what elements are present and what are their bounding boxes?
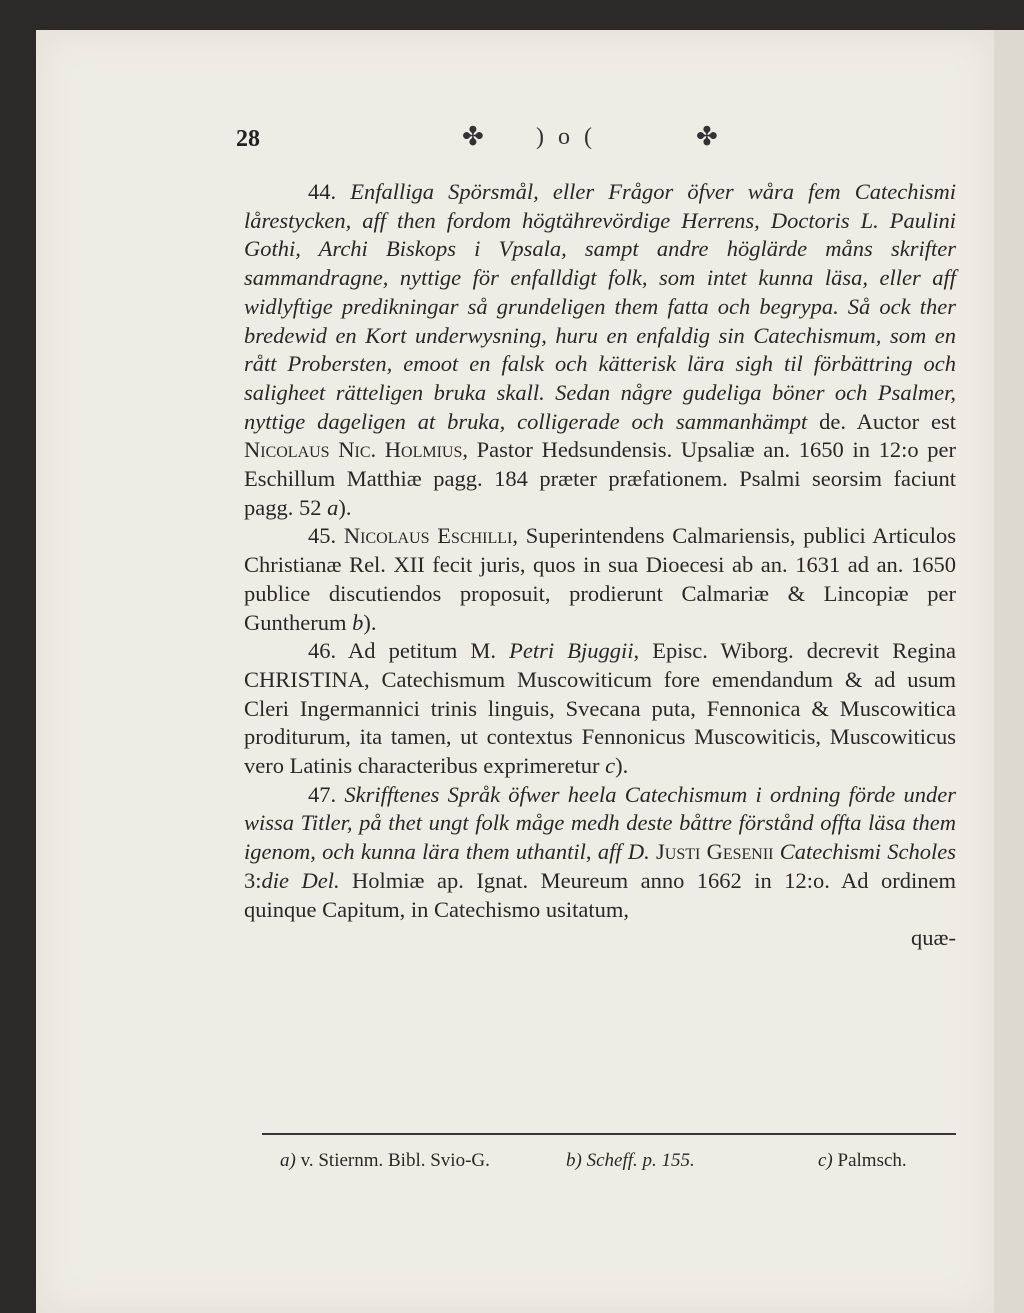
text-segment: ). <box>363 609 377 635</box>
paragraph-46 <box>244 637 956 781</box>
footnotes <box>280 1150 956 1176</box>
footnote-c <box>818 1150 907 1172</box>
text-segment: 3: <box>244 867 262 893</box>
text-segment: ). <box>338 494 352 520</box>
page-edge <box>994 30 1024 1313</box>
footnote-b <box>566 1150 695 1172</box>
text-segment: Holmiæ ap. Ignat. Meureum anno 1662 in 12:o. Ad ordinem quinque Capitum, in Catechismo usitatum, <box>244 867 956 922</box>
text-segment: 45. <box>308 523 344 549</box>
paragraph-45 <box>244 522 956 637</box>
footnote-text: Scheff. p. 155. <box>586 1150 695 1171</box>
header-ornament: )o( <box>536 124 606 150</box>
footnote-label: a) <box>280 1150 296 1171</box>
paragraph-44 <box>244 178 956 522</box>
text-segment: die Del. <box>261 867 340 893</box>
text-segment: b <box>352 609 364 635</box>
page-number: 28 <box>236 126 260 152</box>
text-segment: , Episc. Wiborg. decrevit Regina CHRISTINA, Catechismum Muscowiticum fore emendandum & ad usum Cleri Ingermannici trinis linguis, Svecana puta, Fennonica & Muscowitica proditurum, ita tamen, ut contextus Fennonicus Muscowiticis, Muscowiticus vero Latinis characteribus exprimeretur <box>244 638 956 779</box>
text-segment: , Pastor Hedsundensis. Upsaliæ an. 1650 in 12:o per Eschillum Matthiæ pagg. 184 præter præfationem. Psalmi seorsim faciunt pagg. 52 <box>244 437 956 520</box>
text-segment: Catechismi Scholes <box>779 839 957 865</box>
footnote-text: v. Stiernm. Bibl. Svio-G. <box>300 1150 490 1171</box>
text-segment: Justi Gesenii <box>656 839 774 865</box>
footnote-text: Palmsch. <box>837 1150 907 1171</box>
text-segment: aff D. <box>597 839 650 865</box>
text-segment: Petri Bjuggii <box>509 638 634 664</box>
running-header <box>236 122 956 166</box>
text-segment: 44. <box>308 179 351 204</box>
text-segment: , Superintendens Calmariensis, publici Articulos Christianæ Rel. XII fecit juris, quos in sua Dioecesi ab an. 1631 ad an. 1650 publice discutiendos proposuit, prodierunt Calmariæ & Lincopiæ per Guntherum <box>244 523 956 635</box>
text-segment: Skrifftenes Språk öfwer heela Catechismum i ordning förde under wissa Titler, på thet ungt folk måge medh deste båttre förstånd offta läsa them igenom, och kunna lära them uthantil <box>244 781 956 865</box>
catchword: quæ- <box>911 925 956 951</box>
fleuron-right-icon: ✤ <box>696 122 718 152</box>
footnote-label: b) <box>566 1150 582 1171</box>
text-segment: de. Auctor est <box>807 408 957 434</box>
text-segment: Enfalliga Spörsmål, eller Frågor öfver wåra fem Catechismi lårestycken, aff then fordom högtährevördige Herrens, <box>244 179 957 233</box>
scan-top-border <box>0 0 1024 30</box>
text-segment: ). <box>615 753 629 779</box>
footnote-label: c) <box>818 1150 833 1171</box>
text-segment: 46. Ad petitum M. <box>308 638 510 664</box>
text-segment: c <box>605 753 616 779</box>
fleuron-left-icon: ✤ <box>462 122 484 152</box>
paragraph-47 <box>244 781 956 925</box>
text-segment: Doctoris L. Paulini Gothi, Archi Biskops i Vpsala, sampt andre höglärde måns skrifter sammandragne, nyttige för enfalldigt folk, som intet kunna läsa, eller aff widlyftige predikningar så grundeligen them fatta och begrypa. Så ock ther bredewid en Kort underwysning, huru en enfaldig sin Catechismum, som en rått Probersten, emoot en falsk och kätterisk lära sigh til förbättring och saligheet rätteligen bruka skall. Sedan någre gudeliga böner och Psalmer, nyttige dageligen at bruka, colligerade och sammanhämpt <box>244 207 956 434</box>
footnote-a <box>280 1150 490 1172</box>
body-text <box>244 178 956 953</box>
text-segment: a <box>327 494 339 520</box>
text-segment: , <box>585 839 598 865</box>
text-segment: Nicolaus Eschilli <box>343 523 513 549</box>
text-segment: Nicolaus Nic. Holmius <box>244 437 463 463</box>
text-segment: 47. <box>308 781 345 807</box>
footnote-rule <box>262 1133 956 1135</box>
